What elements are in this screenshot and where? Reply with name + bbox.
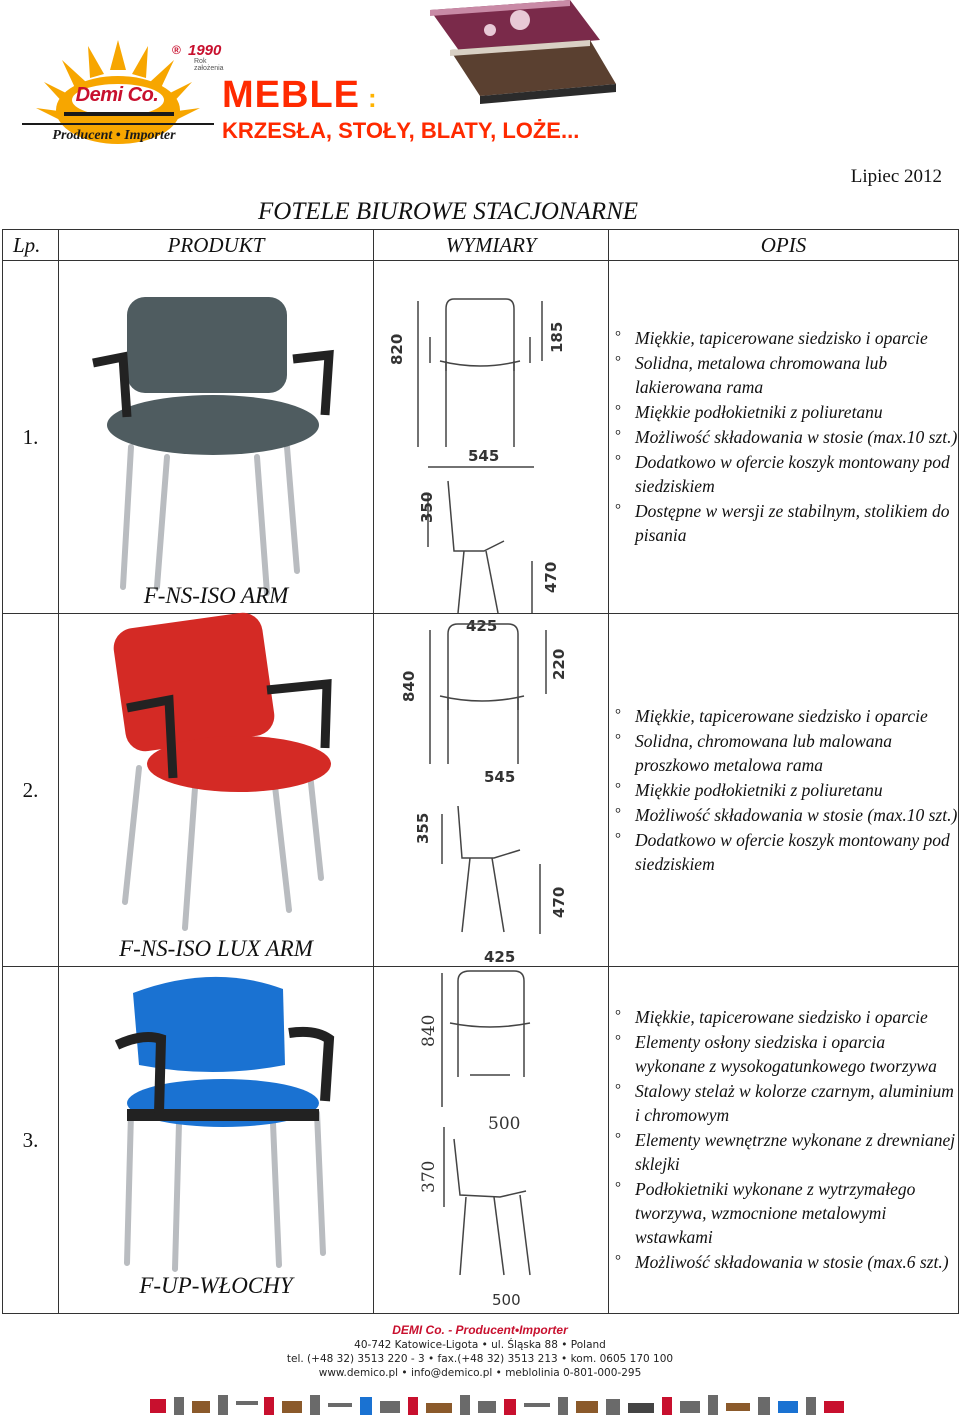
dim-label: 470 [542, 561, 560, 593]
dim-label: 470 [550, 886, 568, 918]
footer-company: DEMI Co. - Producent•Importer [392, 1323, 568, 1337]
dimension-drawing [374, 261, 609, 635]
dim-label: 425 [484, 948, 516, 966]
dimension-drawing [374, 967, 609, 1313]
logo-tagline: Producent • Importer [52, 128, 176, 143]
brand-title-colon: : [368, 83, 378, 113]
dim-label: 220 [550, 648, 568, 680]
dim-label: 425 [466, 617, 498, 635]
company-logo [18, 40, 224, 150]
brand-subtitle: KRZESŁA, STOŁY, BLATY, LOŻE... [222, 118, 580, 143]
product-name: F-NS-ISO LUX ARM [119, 936, 313, 961]
table-top-samples-image [420, 0, 620, 112]
logo-name: Demi Co. [75, 84, 159, 106]
logo-year: 1990 [188, 42, 222, 59]
product-name: F-NS-ISO ARM [143, 583, 289, 608]
feature-list [609, 326, 958, 547]
page-footer [0, 1322, 960, 1380]
column-header-wymiary: WYMIARY [374, 230, 609, 261]
registered-mark: ® [172, 43, 181, 57]
feature-item: ° Miękkie, tapicerowane siedzisko i oparcie [615, 705, 928, 726]
document-date: Lipiec 2012 [850, 166, 942, 187]
table-row [3, 261, 959, 614]
footer-address: 40-742 Katowice-Ligota • ul. Śląska 88 • Poland [354, 1339, 606, 1351]
dim-label: 545 [468, 447, 500, 465]
feature-list [609, 704, 958, 876]
feature-item: ° Dostępne w wersji ze stabilnym, stolikiem do pisania [615, 501, 950, 545]
product-cell [59, 261, 374, 614]
logo-founded-label: Rok założenia [194, 58, 224, 72]
product-name: F-UP-WŁOCHY [139, 1273, 293, 1298]
dim-label: 840 [419, 1014, 439, 1047]
dim-label: 500 [492, 1291, 521, 1309]
feature-item: ° Elementy wewnętrzne wykonane z drewnianej sklejki [615, 1130, 956, 1174]
feature-item: ° Możliwość składowania w stosie (max.10 szt.) [615, 427, 958, 447]
feature-item: ° Miękkie podłokietniki z poliuretanu [615, 402, 883, 422]
brand-title [222, 74, 378, 117]
dimensions-cell [374, 261, 609, 635]
product-table [2, 229, 959, 1314]
product-cell [59, 967, 374, 1314]
footer-phones: tel. (+48 32) 3513 220 - 3 • fax.(+48 32) 3513 213 • kom. 0605 170 100 [286, 1353, 674, 1365]
chair-photo [87, 297, 347, 597]
description-cell [609, 261, 959, 614]
footer-web: www.demico.pl • info@demico.pl • meblolinia 0-801-000-295 [318, 1367, 642, 1379]
feature-item: ° Możliwość składowania w stosie (max.10 szt.) [615, 804, 958, 825]
page-header [0, 0, 960, 225]
row-number: 2. [3, 614, 59, 967]
dim-label: 185 [548, 321, 566, 353]
dim-label: 840 [400, 670, 418, 702]
feature-item: ° Podłokietniki wykonane z wytrzymałego tworzywa, wzmocnione metalowymi wstawkami [615, 1179, 916, 1247]
description-cell [609, 614, 959, 967]
dim-label: 820 [388, 333, 406, 365]
column-header-produkt: PRODUKT [59, 230, 374, 261]
feature-item: ° Elementy osłony siedziska i oparcia wykonane z wysokogatunkowego tworzywa [615, 1032, 937, 1076]
table-row [3, 967, 959, 1314]
column-header-lp: Lp. [3, 230, 59, 261]
feature-item: ° Solidna, metalowa chromowana lub lakierowana rama [615, 353, 888, 397]
description-cell [609, 967, 959, 1314]
feature-item: ° Miękkie, tapicerowane siedzisko i oparcie [615, 328, 928, 348]
table-header-row [3, 230, 959, 261]
chair-photo [99, 618, 339, 934]
feature-item: ° Dodatkowo w ofercie koszyk montowany pod siedziskiem [615, 829, 950, 874]
dim-label: 545 [484, 768, 516, 786]
brand-title-text: MEBLE [222, 74, 360, 116]
feature-item: ° Miękkie, tapicerowane siedzisko i oparcie [615, 1007, 928, 1027]
chair-photo [103, 973, 343, 1273]
row-number: 1. [3, 261, 59, 614]
feature-item: ° Stalowy stelaż w kolorze czarnym, aluminium i chromowym [615, 1081, 954, 1125]
feature-item: ° Możliwość składowania w stosie (max.6 szt.) [615, 1252, 949, 1272]
feature-item: ° Dodatkowo w ofercie koszyk montowany pod siedziskiem [615, 452, 950, 496]
dim-label: 500 [488, 1114, 521, 1134]
feature-item: ° Miękkie podłokietniki z poliuretanu [615, 779, 883, 800]
dim-label: 370 [419, 1160, 439, 1193]
dimensions-cell [374, 614, 609, 967]
dimension-drawing [374, 614, 609, 966]
column-header-opis: OPIS [609, 230, 959, 261]
table-row [3, 614, 959, 967]
product-cell [59, 614, 374, 967]
feature-item: ° Solidna, chromowana lub malowana proszkowo metalowa rama [615, 730, 892, 775]
row-number: 3. [3, 967, 59, 1314]
section-title: FOTELE BIUROWE STACJONARNE [258, 198, 639, 225]
feature-list [609, 1005, 958, 1274]
dim-label: 350 [418, 491, 436, 523]
dim-label: 355 [414, 812, 432, 844]
dimensions-cell [374, 967, 609, 1314]
furniture-icons-strip [150, 1389, 850, 1417]
